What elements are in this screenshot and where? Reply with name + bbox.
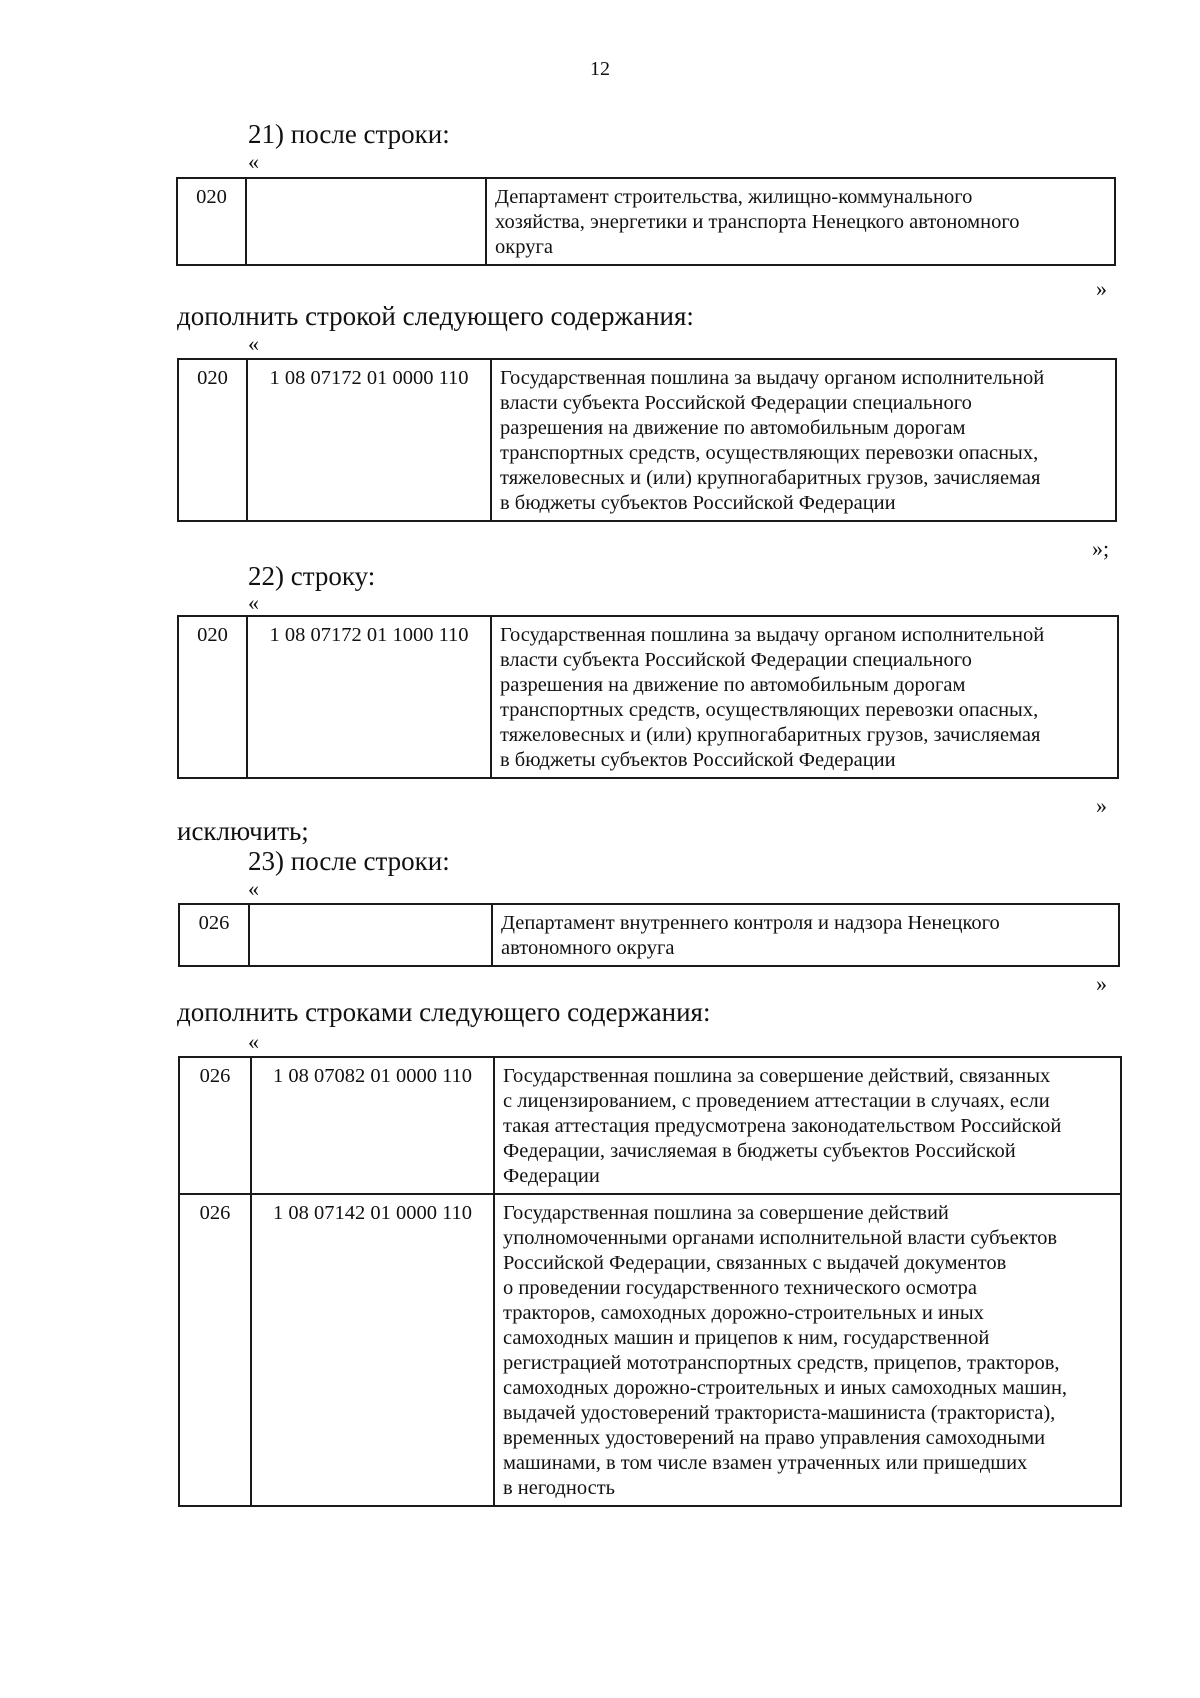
row-name: [494, 1194, 1121, 1506]
name-line: в негодность: [503, 1477, 615, 1499]
row-name: [486, 178, 1115, 265]
name-line: тяжеловесных и (или) крупногабаритных грузов, зачисляемая: [500, 467, 1041, 489]
section-21-new-table: [177, 358, 1117, 522]
name-line: выдачей удостоверений тракториста-машиниста (тракториста),: [503, 1402, 1056, 1424]
section-22-open-quote: «: [248, 590, 259, 615]
row-kbk: [246, 178, 486, 265]
name-line: машинами, в том числе взамен утраченных или пришедших: [503, 1452, 1028, 1474]
row-name: [491, 616, 1118, 778]
table-row: [178, 616, 1118, 778]
name-line: о проведении государственного технического осмотра: [503, 1277, 978, 1299]
name-line: разрешения на движение по автомобильным дорогам: [500, 674, 966, 696]
name-line: разрешения на движение по автомобильным дорогам: [500, 417, 966, 439]
table-row: [179, 1057, 1121, 1194]
section-23-new-table: [178, 1056, 1122, 1507]
name-line: самоходных дорожно-строительных и иных самоходных машин,: [503, 1377, 1068, 1399]
section-21-open-quote: «: [248, 149, 259, 174]
row-kbk: 1 08 07142 01 0000 110: [251, 1194, 494, 1506]
name-line: в бюджеты субъектов Российской Федерации: [500, 492, 896, 514]
section-23-open-quote: «: [248, 876, 259, 901]
name-line: такая аттестация предусмотрена законодательством Российской: [503, 1115, 1062, 1137]
section-23-instruction: дополнить строками следующего содержания:: [177, 997, 711, 1027]
name-line: Государственная пошлина за совершение действий, связанных: [503, 1065, 1051, 1087]
row-name: [491, 359, 1116, 521]
row-code: 020: [178, 359, 247, 521]
row-code: 020: [178, 616, 247, 778]
row-name: [494, 1057, 1121, 1194]
section-22-close-quote: »: [1096, 793, 1107, 818]
section-23-close-quote: »: [1096, 971, 1107, 996]
name-line: самоходных машин и прицепов к ним, государственной: [503, 1327, 990, 1349]
section-23-new-open-quote: «: [248, 1029, 259, 1054]
name-line: Федерации: [503, 1165, 600, 1187]
name-line: Департамент строительства, жилищно-коммунального: [495, 186, 973, 208]
name-line: в бюджеты субъектов Российской Федерации: [500, 749, 896, 771]
name-line: власти субъекта Российской Федерации специального: [500, 649, 972, 671]
name-line: автономного округа: [501, 937, 675, 959]
row-code: 020: [177, 178, 246, 265]
name-line: транспортных средств, осуществляющих перевозки опасных,: [500, 699, 1039, 721]
table-row: [177, 178, 1115, 265]
name-line: транспортных средств, осуществляющих перевозки опасных,: [500, 442, 1039, 464]
row-name: [492, 904, 1119, 966]
name-line: хозяйства, энергетики и транспорта Ненецкого автономного: [495, 211, 1020, 233]
table-row: [178, 359, 1116, 521]
name-line: Департамент внутреннего контроля и надзора Ненецкого: [501, 912, 1000, 934]
section-21-close-quote: »: [1096, 276, 1107, 301]
name-line: Государственная пошлина за выдачу органом исполнительной: [500, 367, 1045, 389]
section-23-label: 23) после строки:: [248, 846, 450, 876]
table-row: [179, 904, 1119, 966]
section-23-table: [178, 903, 1120, 967]
row-code: 026: [179, 1057, 251, 1194]
name-line: Государственная пошлина за совершение действий: [503, 1202, 949, 1224]
row-code: 026: [179, 1194, 251, 1506]
page-number: 12: [590, 58, 610, 80]
row-kbk: 1 08 07172 01 0000 110: [247, 359, 491, 521]
row-kbk: 1 08 07082 01 0000 110: [251, 1057, 494, 1194]
name-line: регистрацией мототранспортных средств, прицепов, тракторов,: [503, 1352, 1060, 1374]
name-line: Российской Федерации, связанных с выдачей документов: [503, 1252, 1007, 1274]
section-22-table: [177, 615, 1119, 779]
name-line: Федерации, зачисляемая в бюджеты субъектов Российской: [503, 1140, 1016, 1162]
row-kbk: [249, 904, 492, 966]
name-line: Государственная пошлина за выдачу органом исполнительной: [500, 624, 1045, 646]
name-line: уполномоченными органами исполнительной власти субъектов: [503, 1227, 1058, 1249]
row-kbk: 1 08 07172 01 1000 110: [247, 616, 491, 778]
table-row: [179, 1194, 1121, 1506]
section-21-new-open-quote: «: [248, 331, 259, 356]
section-22-label: 22) строку:: [248, 561, 376, 591]
section-21-table: [176, 177, 1116, 266]
name-line: власти субъекта Российской Федерации специального: [500, 392, 972, 414]
name-line: тяжеловесных и (или) крупногабаритных грузов, зачисляемая: [500, 724, 1041, 746]
name-line: тракторов, самоходных дорожно-строительных и иных: [503, 1302, 984, 1324]
section-21-new-close-quote: »;: [1092, 536, 1110, 561]
name-line: временных удостоверений на право управления самоходными: [503, 1427, 1046, 1449]
section-21-label: 21) после строки:: [248, 119, 450, 149]
name-line: с лицензированием, с проведением аттестации в случаях, если: [503, 1090, 1050, 1112]
name-line: округа: [495, 236, 553, 258]
section-21-instruction: дополнить строкой следующего содержания:: [177, 301, 694, 331]
section-22-instruction: исключить;: [177, 816, 309, 846]
row-code: 026: [179, 904, 249, 966]
